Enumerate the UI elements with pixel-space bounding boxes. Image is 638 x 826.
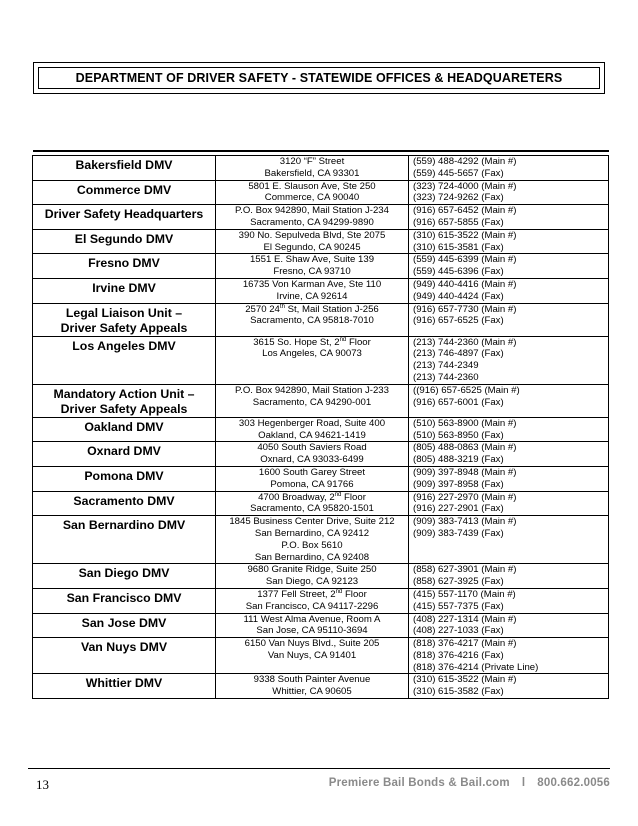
office-name-line: Oakland DMV [84, 419, 164, 434]
office-phones-line: (818) 376-4217 (Main #) [413, 638, 517, 650]
table-row [33, 638, 609, 674]
office-phones [409, 564, 609, 589]
table-row [33, 229, 609, 254]
office-phones-line: (559) 445-5657 (Fax) [413, 167, 504, 179]
office-name-line: San Diego DMV [78, 566, 170, 581]
office-address [216, 303, 409, 336]
office-phones-line: (805) 488-3219 (Fax) [413, 454, 504, 466]
office-name [33, 417, 216, 442]
office-address-line: 6150 Van Nuys Blvd., Suite 205 [244, 638, 380, 650]
office-phones [409, 180, 609, 205]
office-address-line: Sacramento, CA 95820-1501 [250, 503, 374, 515]
table-row [33, 278, 609, 303]
office-name [33, 588, 216, 613]
office-phones-line: (310) 615-3522 (Main #) [413, 674, 517, 686]
office-phones-line: (559) 488-4292 (Main #) [413, 156, 517, 167]
office-address-line: 3615 So. Hope St, 2nd Floor [253, 336, 371, 348]
office-name [33, 303, 216, 336]
office-address-line: Irvine, CA 92614 [276, 290, 348, 302]
table-row [33, 180, 609, 205]
office-name-line: Irvine DMV [92, 280, 156, 295]
office-phones-line: (909) 383-7413 (Main #) [413, 516, 517, 528]
office-phones-line: (858) 627-3901 (Main #) [413, 564, 517, 576]
office-name-line: Pomona DMV [84, 468, 164, 483]
table-row [33, 491, 609, 516]
office-name [33, 466, 216, 491]
office-name-line: Van Nuys DMV [80, 640, 168, 655]
office-phones-line: (213) 744-2360 [413, 371, 479, 383]
table-row [33, 303, 609, 336]
office-address-line: 111 West Alma Avenue, Room A [243, 613, 381, 625]
office-address-line: Van Nuys, CA 91401 [267, 649, 357, 661]
table-row [33, 588, 609, 613]
office-phones [409, 674, 609, 699]
table-row [33, 466, 609, 491]
office-phones [409, 229, 609, 254]
office-phones-line: (213) 746-4897 (Fax) [413, 348, 504, 360]
office-phones-line: (916) 227-2901 (Fax) [413, 503, 504, 515]
office-phones-line: (415) 557-1170 (Main #) [413, 588, 516, 600]
office-address-line: 4700 Broadway, 2nd Floor [258, 491, 366, 503]
office-address-line: 4050 South Saviers Road [257, 442, 367, 454]
office-name [33, 638, 216, 674]
office-address-line: San Bernardino, CA 92412 [254, 527, 370, 539]
table-row [33, 442, 609, 467]
office-address [216, 588, 409, 613]
footer-company: Premiere Bail Bonds & Bail.com [328, 777, 510, 789]
office-phones-line: (858) 627-3925 (Fax) [413, 576, 504, 588]
table-row [33, 384, 609, 417]
office-address [216, 180, 409, 205]
office-name [33, 205, 216, 230]
office-address-line: 2570 24th St, Mail Station J-256 [245, 303, 379, 315]
office-phones-line: (916) 657-7730 (Main #) [413, 303, 517, 315]
office-phones-line: (415) 557-7375 (Fax) [413, 600, 504, 612]
office-address [216, 205, 409, 230]
office-address [216, 417, 409, 442]
table-row [33, 613, 609, 638]
office-address-line: Bakersfield, CA 93301 [264, 167, 360, 179]
office-address-line: San Diego, CA 92123 [265, 576, 359, 588]
offices-table [32, 150, 609, 699]
office-address-line: 1600 South Garey Street [258, 466, 366, 478]
page-number: 13 [36, 777, 49, 792]
office-name-line: El Segundo DMV [74, 231, 174, 246]
office-phones [409, 336, 609, 384]
office-phones [409, 491, 609, 516]
office-address-line: 3120 “F” Street [279, 156, 345, 167]
office-name-line: Bakersfield DMV [75, 158, 173, 172]
office-address-line: Sacramento, CA 94299-9890 [250, 216, 374, 228]
office-name-line: Driver Safety Headquarters [44, 207, 204, 222]
office-phones-line: (213) 744-2349 [413, 360, 479, 372]
office-address-line: Fresno, CA 93710 [273, 266, 351, 278]
footer-phone: 800.662.0056 [537, 777, 610, 789]
office-address [216, 156, 409, 181]
office-phones [409, 417, 609, 442]
office-address [216, 491, 409, 516]
office-phones [409, 638, 609, 674]
office-name-line: Driver Safety Appeals [60, 401, 188, 416]
office-name [33, 613, 216, 638]
office-address-line: San Bernardino, CA 92408 [254, 551, 370, 563]
office-phones [409, 205, 609, 230]
office-name-line: Commerce DMV [76, 182, 172, 197]
office-name [33, 254, 216, 279]
footer-branding [329, 777, 610, 789]
office-address-line: 16735 Von Karman Ave, Ste 110 [242, 278, 382, 290]
office-name [33, 336, 216, 384]
office-address [216, 516, 409, 564]
office-address [216, 638, 409, 674]
office-phones [409, 613, 609, 638]
office-address-line: 1845 Business Center Drive, Suite 212 [229, 516, 395, 528]
table-row [33, 516, 609, 564]
office-name-line: Fresno DMV [88, 256, 160, 271]
office-name-line: San Bernardino DMV [62, 518, 186, 533]
office-address [216, 384, 409, 417]
office-phones-line: (408) 227-1314 (Main #) [413, 613, 517, 625]
office-address-line: P.O. Box 942890, Mail Station J-233 [235, 384, 389, 396]
offices-table-wrap [32, 150, 608, 699]
office-name-line: San Francisco DMV [66, 590, 182, 605]
office-phones-line: (916) 227-2970 (Main #) [413, 491, 517, 503]
page-footer [28, 768, 610, 795]
office-phones-line: (949) 440-4424 (Fax) [413, 290, 504, 302]
office-address-line: Commerce, CA 90040 [264, 192, 360, 204]
office-name-line: Los Angeles DMV [72, 338, 176, 353]
office-name [33, 156, 216, 181]
office-name [33, 442, 216, 467]
office-phones [409, 466, 609, 491]
office-phones [409, 516, 609, 564]
office-phones-line: (818) 376-4214 (Private Line) [413, 661, 539, 673]
table-row [33, 254, 609, 279]
title-box [33, 62, 605, 94]
table-row [33, 156, 609, 181]
office-phones-line: (909) 383-7439 (Fax) [413, 527, 504, 539]
office-address-line: San Jose, CA 95110-3694 [256, 625, 368, 637]
office-address-line: Sacramento, CA 95818-7010 [250, 315, 374, 327]
office-phones-line: (323) 724-4000 (Main #) [413, 180, 517, 192]
office-address-line: 1551 E. Shaw Ave, Suite 139 [249, 254, 375, 266]
table-row [33, 205, 609, 230]
office-address-line: 1377 Fell Street, 2nd Floor [257, 588, 367, 600]
office-address-line: El Segundo, CA 90245 [263, 241, 361, 253]
office-phones-line: (559) 445-6396 (Fax) [413, 266, 504, 278]
office-rows [33, 156, 609, 699]
office-address-line: San Francisco, CA 94117-2296 [245, 600, 379, 612]
table-row [33, 674, 609, 699]
office-phones-line: (310) 615-3522 (Main #) [413, 229, 517, 241]
office-phones-line: (916) 657-6525 (Fax) [413, 315, 504, 327]
office-address-line: Oakland, CA 94621-1419 [258, 429, 366, 441]
office-phones [409, 278, 609, 303]
office-name [33, 384, 216, 417]
office-phones-line: (909) 397-8958 (Fax) [413, 478, 504, 490]
office-address-line: 390 No. Sepulveda Blvd, Ste 2075 [238, 229, 386, 241]
office-name [33, 180, 216, 205]
office-phones-line: (949) 440-4416 (Main #) [413, 278, 517, 290]
office-phones [409, 254, 609, 279]
office-phones-line: (510) 563-8950 (Fax) [413, 429, 504, 441]
footer-separator: l [521, 777, 526, 789]
office-phones-line: (310) 615-3582 (Fax) [413, 686, 504, 698]
office-address [216, 564, 409, 589]
office-name-line: Legal Liaison Unit – [65, 305, 183, 320]
office-phones-line: (916) 657-5855 (Fax) [413, 216, 504, 228]
office-name [33, 564, 216, 589]
office-phones-line: (805) 488-0863 (Main #) [413, 442, 517, 454]
office-address [216, 442, 409, 467]
office-phones-line: (916) 657-6452 (Main #) [413, 205, 517, 217]
office-address-line: 9680 Granite Ridge, Suite 250 [247, 564, 377, 576]
page-title: DEPARTMENT OF DRIVER SAFETY - STATEWIDE OFFICES & HEADQUARETERS [75, 71, 563, 85]
office-address [216, 254, 409, 279]
office-address [216, 613, 409, 638]
office-phones [409, 588, 609, 613]
office-address [216, 336, 409, 384]
table-row [33, 336, 609, 384]
office-phones [409, 442, 609, 467]
office-phones-line: (510) 563-8900 (Main #) [413, 417, 517, 429]
office-name-line: San Jose DMV [81, 615, 167, 630]
office-phones-line: ((916) 657-6525 (Main #) [413, 384, 520, 396]
office-name-line: Sacramento DMV [73, 493, 175, 508]
office-phones-line: (916) 657-6001 (Fax) [413, 396, 504, 408]
office-name-line: Mandatory Action Unit – [53, 386, 195, 401]
office-phones [409, 303, 609, 336]
office-phones-line: (213) 744-2360 (Main #) [413, 336, 517, 348]
office-name-line: Whittier DMV [85, 676, 163, 691]
office-name [33, 674, 216, 699]
office-phones-line: (310) 615-3581 (Fax) [413, 241, 504, 253]
office-address [216, 674, 409, 699]
office-address-line: Pomona, CA 91766 [270, 478, 354, 490]
office-phones-line: (818) 376-4216 (Fax) [413, 649, 504, 661]
office-address-line: Los Angeles, CA 90073 [262, 348, 362, 360]
office-name [33, 229, 216, 254]
office-name [33, 491, 216, 516]
office-address-line: P.O. Box 942890, Mail Station J-234 [235, 205, 389, 217]
office-name [33, 516, 216, 564]
office-address-line: Whittier, CA 90605 [272, 686, 352, 698]
office-address-line: Oxnard, CA 93033-6499 [260, 454, 364, 466]
office-phones-line: (408) 227-1033 (Fax) [413, 625, 504, 637]
office-address-line: Sacramento, CA 94290-001 [252, 396, 372, 408]
table-row [33, 564, 609, 589]
office-address [216, 466, 409, 491]
office-phones [409, 156, 609, 181]
office-address-line: P.O. Box 5610 [281, 539, 343, 551]
office-address-line: 303 Hegenberger Road, Suite 400 [238, 417, 386, 429]
office-name [33, 278, 216, 303]
office-phones-line: (559) 445-6399 (Main #) [413, 254, 517, 266]
office-name-line: Oxnard DMV [87, 444, 161, 459]
office-address [216, 229, 409, 254]
office-phones-line: (909) 397-8948 (Main #) [413, 466, 517, 478]
office-address [216, 278, 409, 303]
office-phones-line: (323) 724-9262 (Fax) [413, 192, 504, 204]
office-address-line: 9338 South Painter Avenue [253, 674, 371, 686]
office-name-line: Driver Safety Appeals [60, 320, 188, 335]
table-row [33, 417, 609, 442]
office-phones [409, 384, 609, 417]
office-address-line: 5801 E. Slauson Ave, Ste 250 [248, 180, 376, 192]
